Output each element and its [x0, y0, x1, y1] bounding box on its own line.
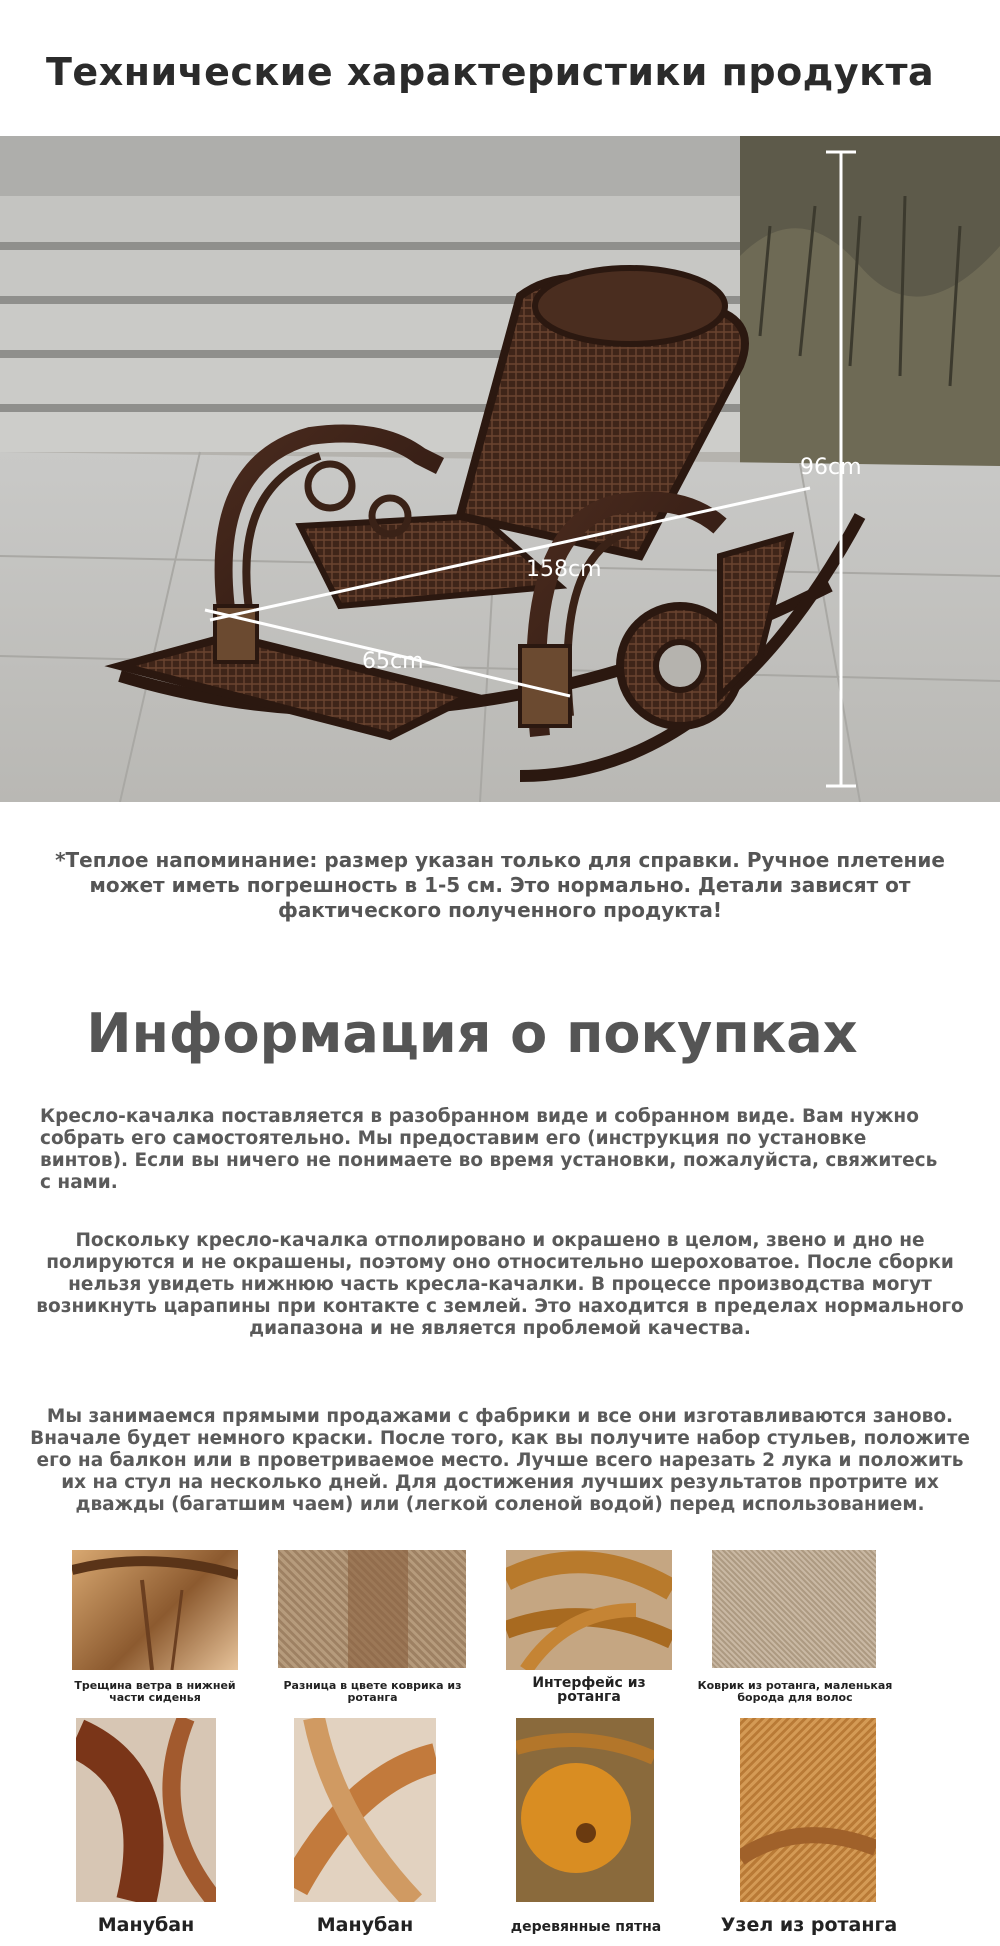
caption-wind-crack: Трещина ветра в нижней части сиденья — [74, 1679, 236, 1704]
spec-title: Технические характеристики продукта — [46, 50, 935, 94]
width-label: 65cm — [362, 649, 424, 674]
caption-mat-beard: Коврик из ротанга, маленькая борода для волос — [697, 1679, 893, 1704]
detail-photo-mat-beard — [712, 1550, 876, 1668]
assembly-paragraph: Кресло-качалка поставляется в разобранном виде и собранном виде. Вам нужно собрать его самостоятельно. Мы предоставим его (инструкция по установке винтов). Если вы ничего не понимаете во время установки, пожалуйста, свяжитесь с нами. — [40, 1106, 938, 1193]
detail-photo-rattan-interface — [506, 1550, 672, 1670]
caption-manuban-2: Манубан — [316, 1914, 414, 1936]
rocking-chair-illustration — [0, 136, 1000, 802]
detail-photo-rattan-knot — [740, 1718, 876, 1902]
height-label: 96cm — [800, 455, 862, 480]
detail-photo-wood-stain — [516, 1718, 654, 1902]
detail-photo-mat-color — [278, 1550, 466, 1668]
caption-wood-stain: деревянные пятна — [510, 1919, 662, 1935]
detail-photo-wind-crack — [72, 1550, 238, 1670]
purchase-title: Информация о покупках — [86, 1002, 858, 1065]
detail-photo-manuban-2 — [294, 1718, 436, 1902]
finish-paragraph: Поскольку кресло-качалка отполировано и окрашено в целом, звено и дно не полируются и не окрашены, поэтому оно относительно шероховатое. После сборки нельзя увидеть нижнюю часть кресла-качалки. В процессе производства могут возникнуть царапины при контакте с землей. Это находится в пределах нормального диапазона и не является проблемой качества. — [36, 1230, 964, 1339]
caption-manuban-1: Манубан — [97, 1914, 195, 1936]
size-note: *Теплое напоминание: размер указан только для справки. Ручное плетение может иметь погрешность в 1-5 см. Это нормально. Детали зависят от фактического полученного продукта! — [55, 848, 945, 922]
caption-rattan-interface: Интерфейс из ротанга — [532, 1675, 646, 1705]
caption-mat-color: Разница в цвете коврика из ротанга — [283, 1679, 462, 1704]
length-label: 158cm — [526, 557, 602, 582]
detail-photo-manuban-1 — [76, 1718, 216, 1902]
factory-paragraph: Мы занимаемся прямыми продажами с фабрики и все они изготавливаются заново. Вначале будет немного краски. После того, как вы получите набор стульев, положите его на балкон или в проветриваемое место. Лучше всего нарезать 2 лука и положить их на стул на несколько дней. Для достижения лучших результатов протрите их дважды (багатшим чаем) или (легкой соленой водой) перед использованием. — [30, 1406, 970, 1515]
product-photo — [0, 136, 1000, 802]
caption-rattan-knot: Узел из ротанга — [720, 1914, 898, 1936]
